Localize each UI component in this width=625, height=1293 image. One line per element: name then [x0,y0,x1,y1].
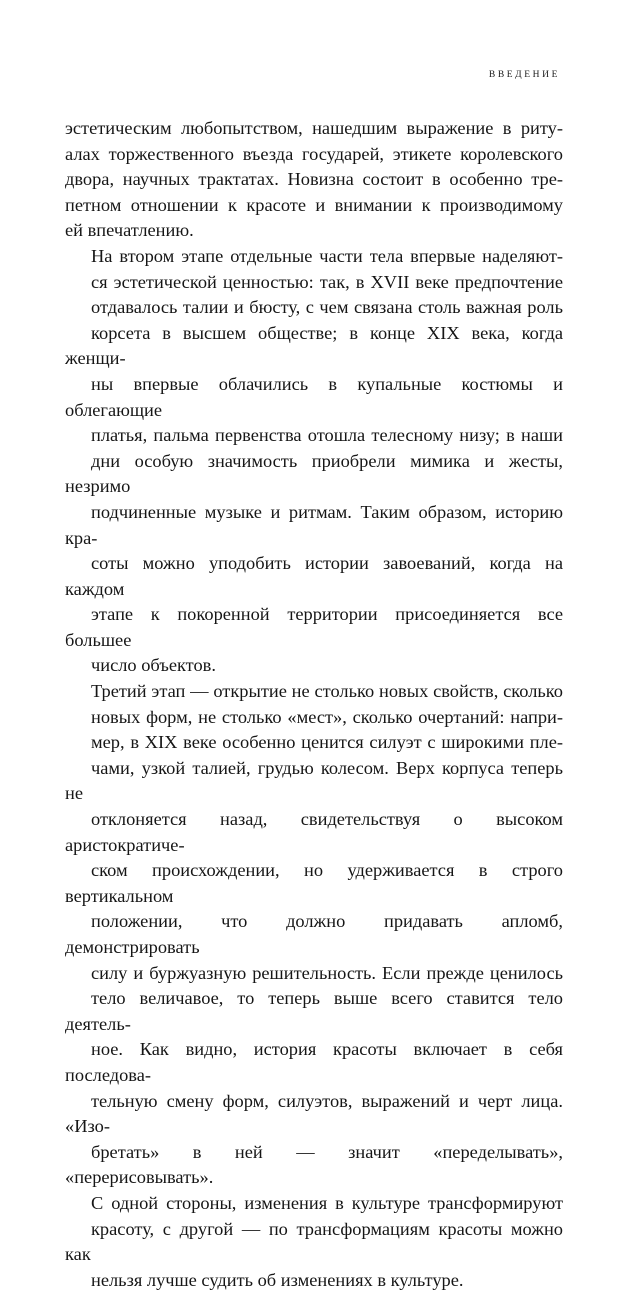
text-line: отдавалось талии и бюсту, с чем связана столь важная роль [91,297,563,318]
text-line: ся эстетической ценностью: так, в XVII веке предпочтение [91,271,563,292]
text-line: чами, узкой талией, грудью колесом. Верх корпуса теперь не [65,757,563,804]
text-line: С одной стороны, изменения в культуре трансформируют [91,1192,563,1213]
text-line: отклоняется назад, свидетельствуя о высоком аристократиче- [65,809,563,855]
paragraph-1 [65,116,563,244]
text-line: Третий этап — открытие не столько новых свойств, сколько [91,681,563,702]
text-line: мер, в XIX веке особенно ценится силуэт с широкими пле- [91,732,563,753]
text-line: этапе к покоренной территории присоединяется все большее [65,604,563,650]
text-line: тельную смену форм, силуэтов, выражений и черт лица. «Изо- [65,1090,563,1137]
text-line: нельзя лучше судить об изменениях в культуре. [91,1269,464,1290]
text-line: двора, научных трактатах. Новизна состоит в особенно тре- [65,169,563,190]
text-line: тело величавое, то теперь выше всего ставится тело деятель- [65,988,563,1034]
text-line: положении, что должно придавать апломб, демонстрировать [65,911,563,957]
body-text [65,116,563,1293]
text-line: На втором этапе отдельные части тела впервые наделяют- [91,245,563,266]
running-header: ВВЕДЕНИЕ [488,70,560,80]
text-line: алах торжественного въезда государей, этикете королевского [65,143,563,164]
text-line: соты можно уподобить истории завоеваний, когда на каждом [65,553,563,599]
text-line: силу и буржуазную решительность. Если прежде ценилось [91,962,563,983]
text-line: ное. Как видно, история красоты включает в себя последова- [65,1039,563,1085]
text-line: ском происхождении, но удерживается в строго вертикальном [65,860,563,906]
text-line: петном отношении к красоте и внимании к производимому [65,194,563,215]
text-line: ей впечатлению. [65,220,194,241]
text-line: бретать» в ней — значит «переделывать», «перерисовывать». [65,1141,563,1188]
text-line: дни особую значимость приобрели мимика и жесты, незримо [65,450,563,497]
text-line: платья, пальма первенства отошла телесному низу; в наши [91,425,563,446]
text-line: корсета в высшем обществе; в конце XIX века, когда женщи- [65,322,563,369]
paragraph-4 [65,1191,563,1293]
text-line: красоту, с другой — по трансформациям красоты можно как [65,1218,563,1265]
paragraph-3 [65,679,563,1191]
text-line: эстетическим любопытством, нашедшим выражение в риту- [65,118,563,138]
text-line: ны впервые облачились в купальные костюмы и облегающие [65,373,563,420]
text-line: подчиненные музыке и ритмам. Таким образом, историю кра- [65,501,563,548]
text-line: число объектов. [91,655,216,676]
text-line: новых форм, не столько «мест», сколько очертаний: напри- [91,706,563,727]
paragraph-2 [65,244,563,679]
